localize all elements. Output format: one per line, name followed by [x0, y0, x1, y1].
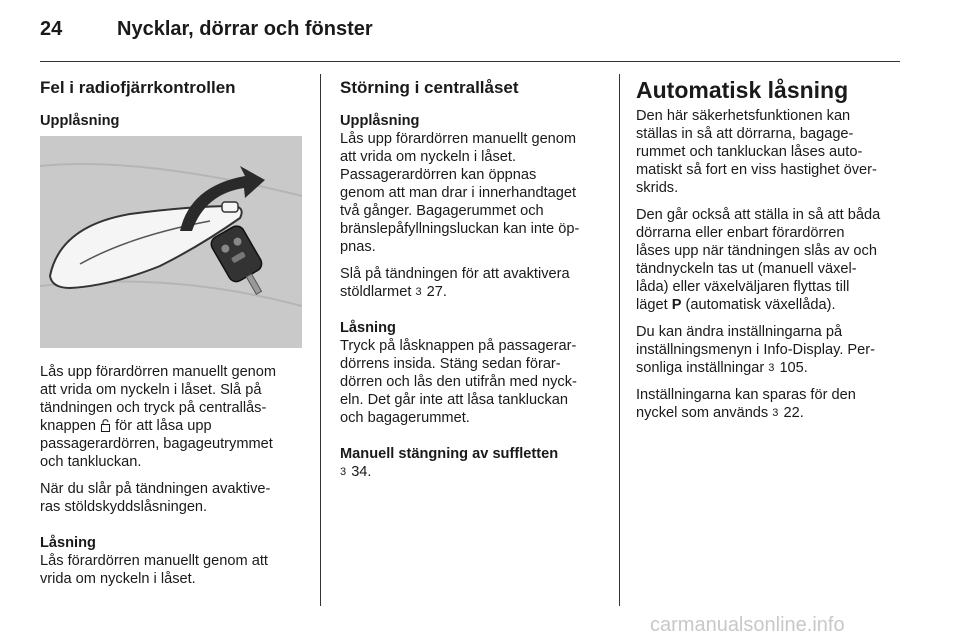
door-handle-key-illustration — [40, 136, 302, 348]
reference-arrow-icon: 3 — [340, 466, 347, 478]
paragraph: Lås upp förardörren manuellt genom att vrida om nyckeln i låset. Passagerardörren kan öppnas genom att man drar i innerhandtaget två gånger. Bagagerummet och bränslepåfyllningsluckan kan inte öp- pnas. — [340, 131, 580, 255]
door-handle-illustration — [40, 136, 302, 348]
page-number: 24 — [40, 18, 63, 40]
header-rule — [40, 61, 900, 62]
column-divider — [619, 74, 620, 606]
subheading-locking: Låsning — [340, 320, 396, 336]
paragraph: När du slår på tändningen avaktive- ras stöldskyddslåsningen. — [40, 481, 271, 515]
reference-arrow-icon: 3 — [415, 286, 422, 298]
paragraph: Slå på tändningen för att avaktivera stöldlarmet 3 27. — [340, 266, 570, 300]
section-heading: Störning i centrallåset — [340, 78, 519, 97]
page-title: Nycklar, dörrar och fönster — [117, 18, 373, 40]
paragraph: Lås förardörren manuellt genom att vrida om nyckeln i låset. — [40, 553, 268, 587]
column-divider — [320, 74, 321, 606]
column-2 — [340, 70, 608, 490]
subheading-manual-roof: Manuell stängning av suffletten — [340, 446, 559, 462]
unlock-icon — [101, 419, 110, 432]
column-3 — [636, 70, 906, 431]
paragraph — [340, 463, 608, 481]
gear-position-label: P — [671, 297, 682, 313]
subheading-unlocking: Upplåsning — [40, 113, 120, 129]
paragraph: Den går också att ställa in så att båda dörrarna eller enbart förardörren låses upp när tändningen slås av och tändnyckeln tas ut (manuell växel- låda) eller växelväljaren flyttas till läget P (automatisk växellåda). — [636, 207, 881, 313]
page-reference: 22. — [783, 405, 804, 421]
subheading-unlocking: Upplåsning — [340, 113, 420, 129]
paragraph: Den här säkerhetsfunktionen kan ställas in så att dörrarna, bagage- rummet och tankluckan låses auto- matiskt så fort en viss hastighet över- skrids. — [636, 108, 877, 196]
paragraph: Lås upp förardörren manuellt genom att vrida om nyckeln i låset. Slå på tändningen och tryck på centrallås- knappen för att låsa upp passagerardörren, bagageutrymmet och tankluckan. — [40, 364, 277, 470]
subheading-locking: Låsning — [40, 535, 96, 551]
paragraph: Inställningarna kan sparas för den nyckel som används 3 22. — [636, 387, 856, 421]
paragraph: Tryck på låsknappen på passagerar- dörrens insida. Stäng sedan förar- dörren och lås den utifrån med nyck- eln. Det går inte att låsa tankluckan och bagagerummet. — [340, 338, 577, 426]
reference-arrow-icon: 3 — [772, 407, 779, 419]
page-reference: 27. — [426, 284, 447, 300]
reference-arrow-icon: 3 — [768, 362, 775, 374]
column-1 — [40, 70, 308, 597]
watermark: carmanualsonline.info — [650, 614, 845, 636]
paragraph: Du kan ändra inställningarna på inställningsmenyn i Info-Display. Per- sonliga inställningar 3 105. — [636, 324, 876, 376]
section-heading: Fel i radiofjärrkontrollen — [40, 78, 236, 97]
page-reference: 105. — [779, 360, 808, 376]
page-reference: 34. — [351, 464, 372, 480]
section-heading: Automatisk låsning — [636, 77, 849, 103]
